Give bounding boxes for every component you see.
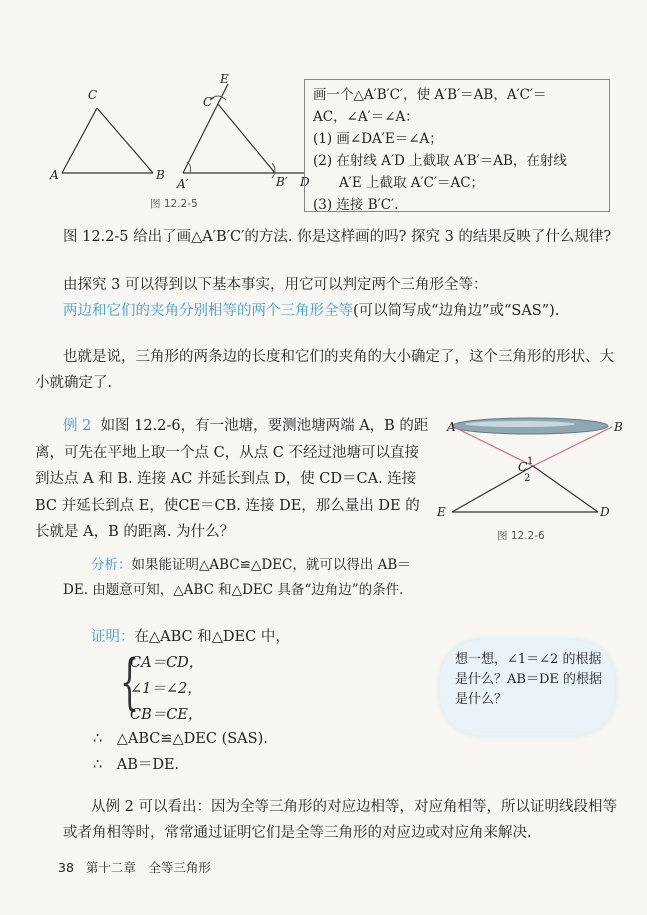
fig2-label-d: D: [600, 505, 610, 519]
analysis-block: [63, 553, 423, 603]
steps-line-4: (2) 在射线 A′D 上截取 A′B′＝AB，在射线: [313, 153, 567, 169]
sas-tail: (可以简写成“边角边”或“SAS”).: [353, 303, 560, 319]
example-text: 如图 12.2-6，有一池塘，要测池塘两端 A，B 的距离，可先在平地上取一个点 C，从点 C 不经过池塘可以直接到达点 A 和 B. 连接 AC 并延长到点 D，使 CD＝CA. 连接 BC 并延长到点 E，使CE＝CB. 连接 DE，那么量出 DE 的长就是 A，B 的距离. 为什么？: [35, 418, 429, 540]
tri1-side-bc: [97, 108, 153, 173]
line-cd: [533, 466, 598, 512]
figure-12-2-5: [40, 70, 310, 210]
proof-condition-1: CA＝CD，: [130, 655, 204, 671]
tri1-side-ac: [62, 108, 97, 173]
fig2-label-b: B: [614, 420, 623, 434]
sas-statement: [35, 298, 625, 324]
fig2-caption: 图 12.2-6: [497, 530, 545, 542]
proof-label: 证明：: [91, 629, 135, 645]
fig1-label-b-prime: B′: [276, 175, 288, 189]
proof-brace: {: [120, 647, 140, 717]
think-text: 想一想，∠1＝∠2 的根据是什么？AB＝DE 的根据是什么？: [455, 652, 602, 707]
fig2-label-a: A: [447, 420, 456, 434]
fig1-label-a-prime: A′: [177, 177, 189, 191]
steps-line-6: (3) 连接 B′C′.: [313, 197, 399, 213]
analysis-text: 如果能证明△ABC≌△DEC，就可以得出 AB＝DE. 由题意可知，△ABC 和△DEC 具备“边角边”的条件.: [63, 557, 411, 598]
page-number: 38: [58, 860, 74, 875]
steps-line-2: AC，∠A′＝∠A：: [313, 109, 419, 125]
proof-therefore-2: ∴ AB＝DE.: [93, 757, 180, 773]
page-footer: [58, 858, 211, 876]
fig1-caption: 图 12.2-5: [150, 198, 198, 210]
conclusion-paragraph: 从例 2 可以看出：因为全等三角形的对应边相等，对应角相等，所以证明线段相等或者角相等时，常常通过证明它们是全等三角形的对应边或对应角来解决.: [63, 799, 617, 841]
fig2-label-e: E: [437, 505, 446, 519]
fig1-label-b: B: [156, 168, 165, 182]
proof-therefore-1: ∴ △ABC≌△DEC (SAS).: [93, 731, 268, 747]
paragraph-2: 由探究 3 可以得到以下基本事实，用它可以判定两个三角形全等：: [63, 277, 488, 293]
analysis-label: 分析：: [91, 557, 132, 573]
fig2-label-c: C: [518, 460, 528, 474]
fig1-label-c-prime: C′: [203, 95, 215, 109]
segment-b-prime-c-prime: [218, 104, 275, 173]
chapter-title: 第十二章 全等三角形: [85, 860, 211, 875]
fig1-label-c: C: [88, 88, 98, 102]
paragraph-1: 图 12.2-5 给出了画△A′B′C′的方法. 你是这样画的吗? 探究 3 的结果反映了什么规律?: [63, 229, 612, 245]
example-2: [35, 413, 430, 546]
fig1-label-e: E: [220, 72, 229, 86]
sas-highlight: 两边和它们的夹角分别相等的两个三角形全等: [63, 303, 353, 319]
steps-line-1: 画一个△A′B′C′，使 A′B′＝AB，A′C′＝: [313, 87, 547, 103]
construction-steps-box: [304, 79, 610, 212]
fig2-label-2: 2: [524, 473, 531, 484]
fig2-label-1: 1: [527, 456, 534, 467]
steps-line-5: A′E 上截取 A′C′＝AC；: [339, 175, 485, 191]
fig1-label-a: A: [50, 168, 59, 182]
fig1-label-d: D: [300, 175, 310, 189]
example-label: 例 2: [63, 418, 92, 434]
paragraph-3: 也就是说，三角形的两条边的长度和它们的夹角的大小确定了，这个三角形的形状、大小就确定了.: [35, 349, 614, 391]
steps-line-3: (1) 画∠DA′E＝∠A；: [313, 131, 443, 147]
proof-condition-2: ∠1＝∠2，: [130, 681, 202, 697]
pond-highlight: [465, 421, 575, 427]
proof-condition-3: CB＝CE，: [130, 707, 203, 723]
proof-intro: 在△ABC 和△DEC 中，: [134, 629, 290, 645]
